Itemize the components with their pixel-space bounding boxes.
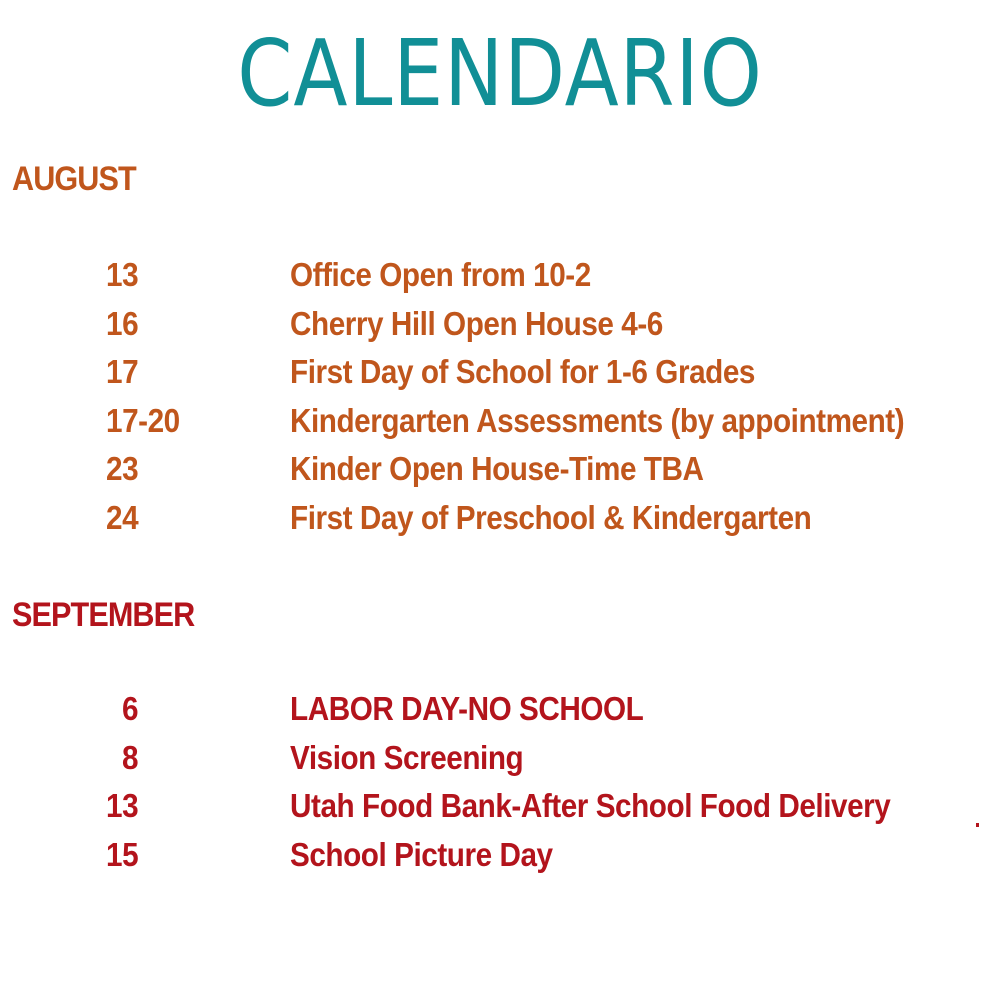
month-heading-august: AUGUST (12, 160, 136, 198)
event-description: Kinder Open House-Time TBA (290, 450, 704, 488)
event-description: First Day of School for 1-6 Grades (290, 353, 755, 391)
event-row (0, 692, 1000, 741)
august-event-list (0, 258, 1000, 550)
event-date: 8 (122, 738, 139, 776)
event-description: LABOR DAY-NO SCHOOL (290, 690, 644, 727)
month-heading-september: SEPTEMBER (12, 596, 195, 634)
event-row (0, 835, 1000, 887)
event-date: 17-20 (106, 401, 180, 439)
event-row (0, 738, 1000, 790)
event-description: First Day of Preschool & Kindergarten (290, 498, 812, 536)
event-row (0, 498, 1000, 550)
event-description: Vision Screening (290, 738, 524, 776)
event-date: 17 (106, 353, 139, 391)
event-description: Cherry Hill Open House 4-6 (290, 304, 663, 342)
page-title: CALENDARIO (237, 20, 763, 127)
september-event-list (0, 692, 1000, 886)
event-date: 13 (106, 256, 139, 293)
event-description: Office Open from 10-2 (290, 256, 591, 293)
event-description: Utah Food Bank-After School Food Delivery (290, 787, 891, 825)
event-row (0, 401, 1000, 453)
event-date: 15 (106, 835, 139, 873)
event-date: 16 (106, 304, 139, 342)
event-row (0, 452, 1000, 501)
event-date: 13 (106, 787, 139, 825)
event-date: 23 (106, 450, 139, 488)
event-row (0, 258, 1000, 307)
stray-mark (976, 823, 979, 827)
event-date: 6 (122, 690, 139, 727)
event-row (0, 789, 1000, 838)
event-date: 24 (106, 498, 139, 536)
event-description: Kindergarten Assessments (by appointment) (290, 401, 905, 439)
event-row (0, 355, 1000, 404)
event-row (0, 304, 1000, 356)
event-description: School Picture Day (290, 835, 553, 873)
